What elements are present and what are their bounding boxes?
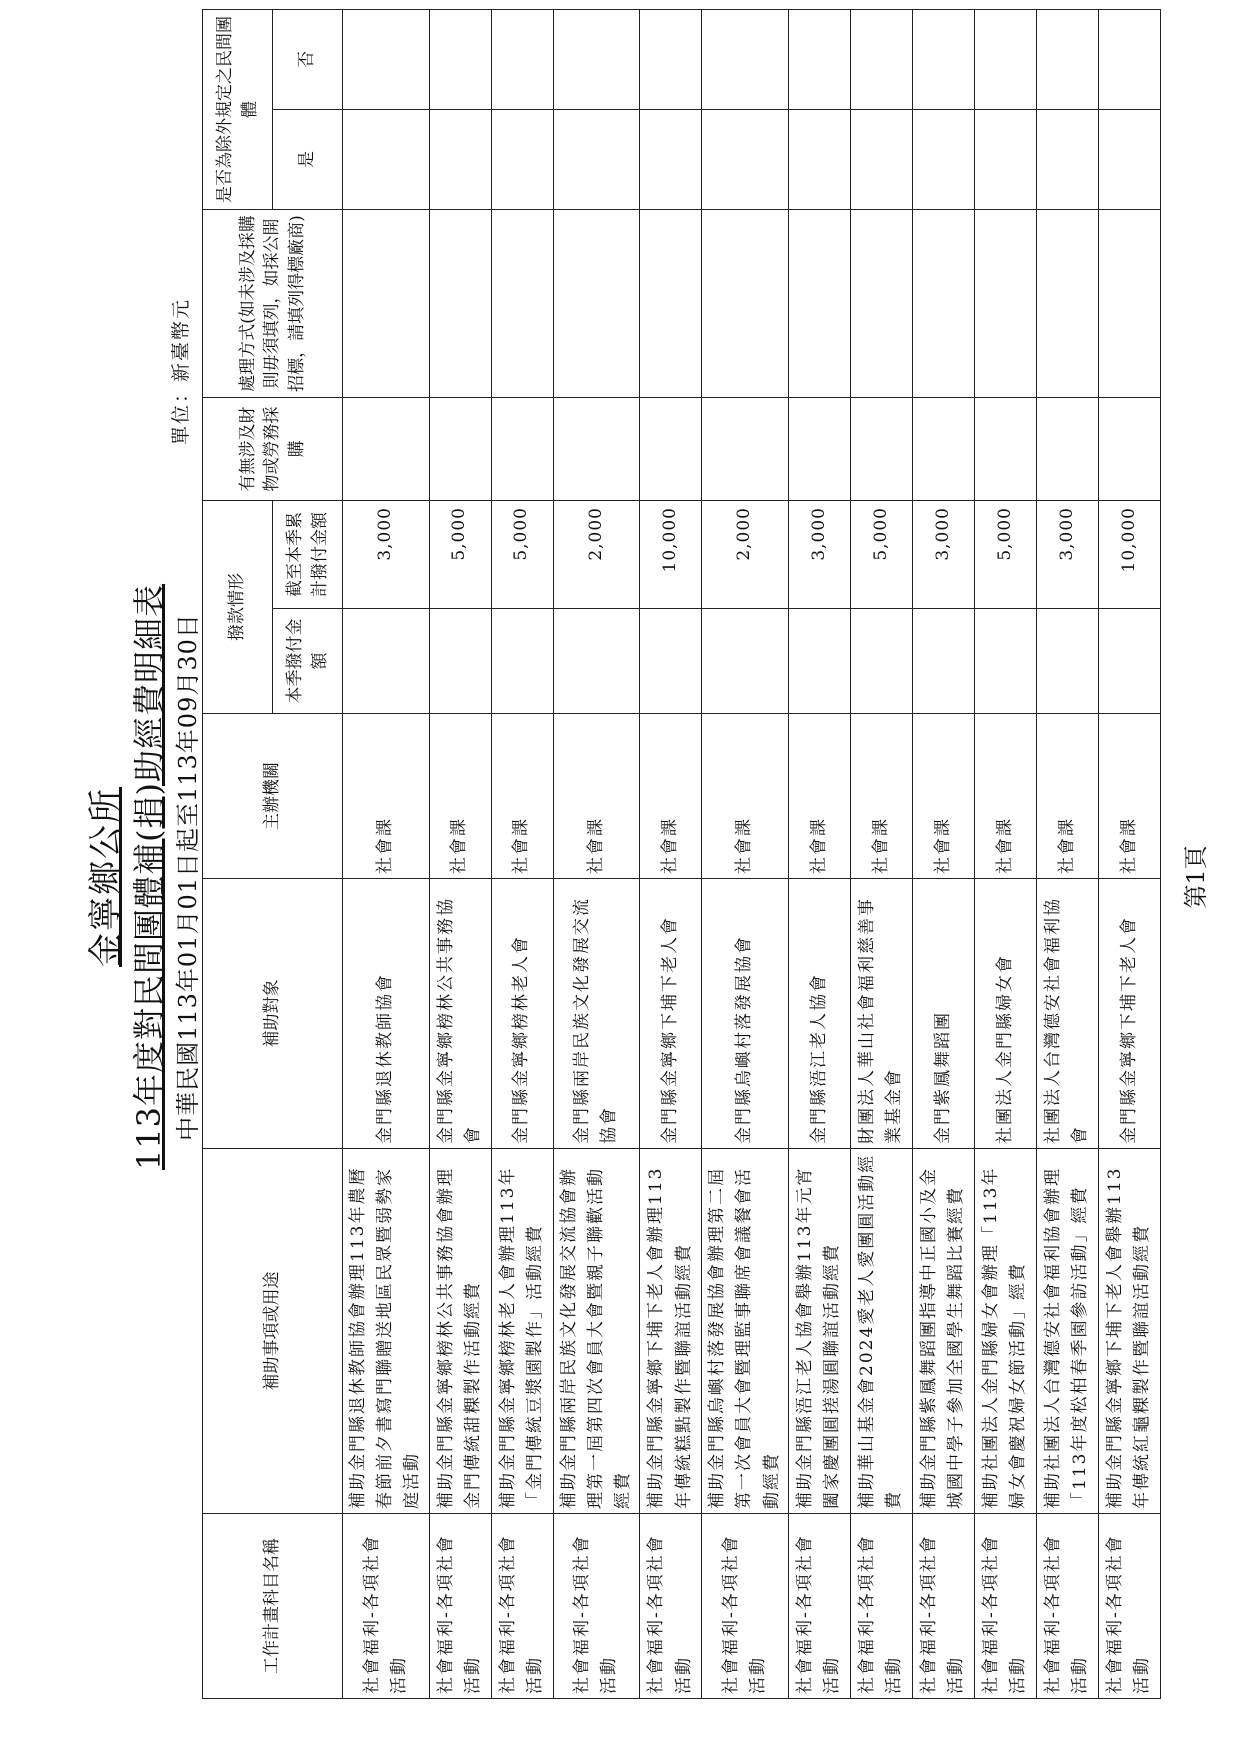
method-cell (1098, 210, 1160, 398)
project-cell: 社會福利-各項社會活動 (850, 1514, 912, 1699)
method-cell (491, 210, 553, 398)
recipient-cell: 金門縣金寧鄉榜林公共事務協會 (429, 879, 491, 1149)
agency-cell: 社會課 (491, 714, 553, 879)
table-body (343, 10, 1161, 1699)
exempt-no-cell (702, 10, 789, 110)
header-cumulative: 截至本季累計撥付金額 (273, 501, 343, 609)
project-cell: 社會福利-各項社會活動 (788, 1514, 850, 1699)
agency-cell: 社會課 (702, 714, 789, 879)
project-cell: 社會福利-各項社會活動 (491, 1514, 553, 1699)
table-row (553, 10, 640, 1699)
exempt-yes-cell (491, 110, 553, 210)
recipient-cell: 金門紫鳳舞蹈團 (912, 879, 974, 1149)
table-row (974, 10, 1036, 1699)
header-method: 處理方式(如未涉及採購則毋須填列，如採公開招標，請填列得標廠商) (203, 210, 343, 398)
cumulative-cell: 3,000 (912, 501, 974, 609)
table-row (912, 10, 974, 1699)
project-cell: 社會福利-各項社會活動 (553, 1514, 640, 1699)
purpose-cell: 補助社團法人金門縣婦女會辦理「113年婦女會慶祝婦女節活動」經費 (974, 1149, 1036, 1514)
table-row (429, 10, 491, 1699)
exempt-no-cell (974, 10, 1036, 110)
purpose-cell: 補助金門縣金寧鄉榜林公共事務協會辦理金門傳統甜粿製作活動經費 (429, 1149, 491, 1514)
method-cell (788, 210, 850, 398)
cumulative-cell: 3,000 (343, 501, 430, 609)
purpose-cell: 補助金門縣兩岸民族文化發展交流協會辦理第一屆第四次會員大會暨親子聯歡活動經費 (553, 1149, 640, 1514)
procurement-cell (1098, 398, 1160, 501)
procurement-cell (640, 398, 702, 501)
exempt-yes-cell (702, 110, 789, 210)
purpose-cell: 補助金門縣金寧鄉下埔下老人會舉辦113年傳統紅龜粿製作暨聯誼活動經費 (1098, 1149, 1160, 1514)
cumulative-cell: 2,000 (702, 501, 789, 609)
table-row (1036, 10, 1098, 1699)
agency-cell: 社會課 (1098, 714, 1160, 879)
header-recipient: 補助對象 (203, 879, 343, 1149)
agency-cell: 社會課 (429, 714, 491, 879)
recipient-cell: 金門縣烏嶼村落發展協會 (702, 879, 789, 1149)
this-quarter-cell (788, 609, 850, 714)
agency-cell: 社會課 (788, 714, 850, 879)
exempt-no-cell (788, 10, 850, 110)
header-no: 否 (273, 10, 343, 110)
cumulative-cell: 5,000 (491, 501, 553, 609)
this-quarter-cell (974, 609, 1036, 714)
project-cell: 社會福利-各項社會活動 (702, 1514, 789, 1699)
table-row (491, 10, 553, 1699)
project-cell: 社會福利-各項社會活動 (640, 1514, 702, 1699)
recipient-cell: 金門縣金寧鄉下埔下老人會 (1098, 879, 1160, 1149)
header-exempt-group: 是否為除外規定之民間團體 (203, 10, 273, 210)
organization-title: 金寧鄉公所 (86, 787, 126, 967)
subsidy-table (202, 9, 1161, 1699)
project-cell: 社會福利-各項社會活動 (912, 1514, 974, 1699)
method-cell (343, 210, 430, 398)
exempt-no-cell (429, 10, 491, 110)
recipient-cell: 財團法人華山社會福利慈善事業基金會 (850, 879, 912, 1149)
agency-cell: 社會課 (912, 714, 974, 879)
exempt-no-cell (1098, 10, 1160, 110)
exempt-no-cell (850, 10, 912, 110)
exempt-yes-cell (1098, 110, 1160, 210)
this-quarter-cell (429, 609, 491, 714)
exempt-no-cell (553, 10, 640, 110)
project-cell: 社會福利-各項社會活動 (974, 1514, 1036, 1699)
report-period: 中華民國113年01月01日起至113年09月30日 (174, 613, 202, 1141)
agency-cell: 社會課 (974, 714, 1036, 879)
cumulative-cell: 3,000 (1036, 501, 1098, 609)
method-cell (553, 210, 640, 398)
exempt-yes-cell (343, 110, 430, 210)
cumulative-cell: 5,000 (429, 501, 491, 609)
recipient-cell: 金門縣金寧鄉下埔下老人會 (640, 879, 702, 1149)
header-yes: 是 (273, 110, 343, 210)
procurement-cell (429, 398, 491, 501)
exempt-no-cell (912, 10, 974, 110)
exempt-yes-cell (429, 110, 491, 210)
this-quarter-cell (702, 609, 789, 714)
header-procurement: 有無涉及財物或勞務採購 (203, 398, 343, 501)
table-row (850, 10, 912, 1699)
exempt-yes-cell (640, 110, 702, 210)
agency-cell: 社會課 (640, 714, 702, 879)
cumulative-cell: 10,000 (640, 501, 702, 609)
this-quarter-cell (491, 609, 553, 714)
recipient-cell: 金門縣浯江老人協會 (788, 879, 850, 1149)
exempt-yes-cell (912, 110, 974, 210)
procurement-cell (788, 398, 850, 501)
exempt-yes-cell (974, 110, 1036, 210)
this-quarter-cell (1098, 609, 1160, 714)
recipient-cell: 社團法人金門縣婦女會 (974, 879, 1036, 1149)
procurement-cell (553, 398, 640, 501)
method-cell (974, 210, 1036, 398)
currency-unit: 單位：新臺幣元 (170, 298, 192, 446)
recipient-cell: 金門縣金寧鄉榜林老人會 (491, 879, 553, 1149)
procurement-cell (702, 398, 789, 501)
purpose-cell: 補助金門縣紫鳳舞蹈團指導中正國小及金城國中學子參加全國學生舞蹈比賽經費 (912, 1149, 974, 1514)
this-quarter-cell (553, 609, 640, 714)
header-this-quarter: 本季撥付金額 (273, 609, 343, 714)
table-row (640, 10, 702, 1699)
purpose-cell: 補助金門縣烏嶼村落發展協會辦理第二屆第一次會員大會暨理監事聯席會議餐會活動經費 (702, 1149, 789, 1514)
report-title: 113年度對民間團體補(捐)助經費明細表 (130, 583, 168, 1171)
header-purpose: 補助事項或用途 (203, 1149, 343, 1514)
cumulative-cell: 3,000 (788, 501, 850, 609)
table-row (1098, 10, 1160, 1699)
table-row (702, 10, 789, 1699)
header-disbursement: 撥款情形 (203, 501, 273, 714)
cumulative-cell: 10,000 (1098, 501, 1160, 609)
method-cell (850, 210, 912, 398)
purpose-cell: 補助金門縣金寧鄉下埔下老人會辦理113年傳統糕點製作暨聯誼活動經費 (640, 1149, 702, 1514)
exempt-no-cell (343, 10, 430, 110)
agency-cell: 社會課 (553, 714, 640, 879)
this-quarter-cell (1036, 609, 1098, 714)
cumulative-cell: 2,000 (553, 501, 640, 609)
project-cell: 社會福利-各項社會活動 (343, 1514, 430, 1699)
purpose-cell: 補助社團法人台灣德安社會福利協會辦理「113年度松柏春季園參訪活動」經費 (1036, 1149, 1098, 1514)
page-number: 第1頁 (1182, 845, 1210, 909)
purpose-cell: 補助金門縣浯江老人協會舉辦113年元宵闔家慶團圓搓湯圓聯誼活動經費 (788, 1149, 850, 1514)
purpose-cell: 補助金門縣金寧鄉榜林老人會辦理113年「金門傳統豆漿園製作」活動經費 (491, 1149, 553, 1514)
method-cell (429, 210, 491, 398)
project-cell: 社會福利-各項社會活動 (429, 1514, 491, 1699)
exempt-no-cell (640, 10, 702, 110)
procurement-cell (850, 398, 912, 501)
header-project: 工作計畫科目名稱 (203, 1514, 343, 1699)
cumulative-cell: 5,000 (974, 501, 1036, 609)
exempt-yes-cell (850, 110, 912, 210)
exempt-yes-cell (553, 110, 640, 210)
recipient-cell: 金門縣兩岸民族文化發展交流協會 (553, 879, 640, 1149)
purpose-cell: 補助金門縣退休教師協會辦理113年農曆春節前夕書寫門聯贈送地區民眾暨弱勢家庭活動 (343, 1149, 430, 1514)
this-quarter-cell (912, 609, 974, 714)
method-cell (1036, 210, 1098, 398)
method-cell (912, 210, 974, 398)
method-cell (640, 210, 702, 398)
procurement-cell (343, 398, 430, 501)
this-quarter-cell (640, 609, 702, 714)
header-agency: 主辦機關 (203, 714, 343, 879)
agency-cell: 社會課 (343, 714, 430, 879)
procurement-cell (1036, 398, 1098, 501)
table-row (788, 10, 850, 1699)
procurement-cell (912, 398, 974, 501)
project-cell: 社會福利-各項社會活動 (1036, 1514, 1098, 1699)
procurement-cell (491, 398, 553, 501)
exempt-yes-cell (1036, 110, 1098, 210)
agency-cell: 社會課 (850, 714, 912, 879)
this-quarter-cell (850, 609, 912, 714)
recipient-cell: 金門縣退休教師協會 (343, 879, 430, 1149)
this-quarter-cell (343, 609, 430, 714)
procurement-cell (974, 398, 1036, 501)
exempt-no-cell (491, 10, 553, 110)
exempt-no-cell (1036, 10, 1098, 110)
exempt-yes-cell (788, 110, 850, 210)
purpose-cell: 補助華山基金會2024愛老人愛團圓活動經費 (850, 1149, 912, 1514)
project-cell: 社會福利-各項社會活動 (1098, 1514, 1160, 1699)
method-cell (702, 210, 789, 398)
agency-cell: 社會課 (1036, 714, 1098, 879)
recipient-cell: 社團法人台灣德安社會福利協會 (1036, 879, 1098, 1149)
table-row (343, 10, 430, 1699)
cumulative-cell: 5,000 (850, 501, 912, 609)
